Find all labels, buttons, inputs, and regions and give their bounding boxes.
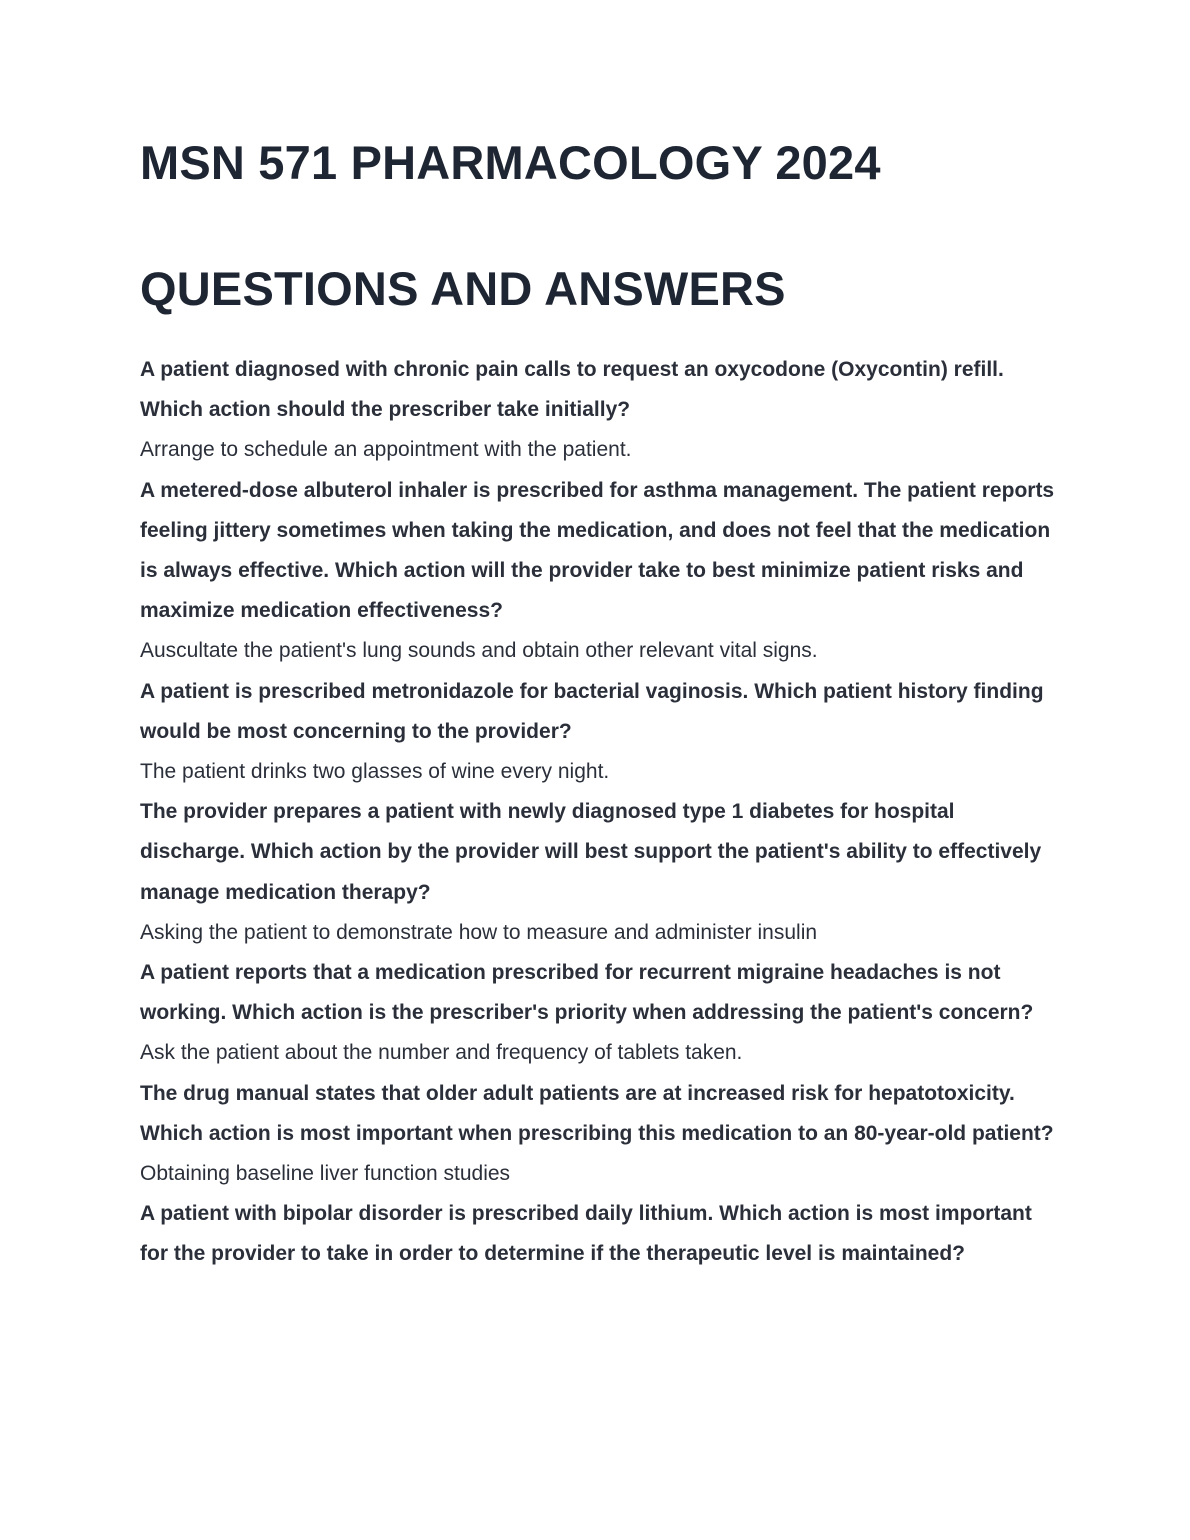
answer-2: Auscultate the patient's lung sounds and obtain other relevant vital signs. — [140, 639, 818, 663]
qa-list — [140, 350, 1060, 1275]
question-5: A patient reports that a medication prescribed for recurrent migraine headaches is not working. Which action is the prescriber's priority when addressing the patient's concern? — [140, 961, 1034, 1025]
question-2: A metered-dose albuterol inhaler is prescribed for asthma management. The patient reports feeling jittery sometimes when taking the medication, and does not feel that the medication is always effective. Which action will the provider take to best minimize patient risks and maximize medication effectiveness? — [140, 478, 1055, 623]
document-title-line-2: QUESTIONS AND ANSWERS — [140, 262, 786, 315]
question-1: A patient diagnosed with chronic pain calls to request an oxycodone (Oxycontin) refill. Which action should the prescriber take initially? — [140, 358, 1004, 422]
question-7: A patient with bipolar disorder is prescribed daily lithium. Which action is most important for the provider to take in order to determine if the therapeutic level is maintained? — [140, 1202, 1032, 1266]
answer-5: Ask the patient about the number and frequency of tablets taken. — [140, 1041, 743, 1065]
document-page — [140, 132, 1060, 1275]
answer-3: The patient drinks two glasses of wine every night. — [140, 760, 610, 784]
question-6: The drug manual states that older adult patients are at increased risk for hepatotoxicity. Which action is most important when prescribing this medication to an 80-year-old patient? — [140, 1081, 1054, 1145]
question-3: A patient is prescribed metronidazole for bacterial vaginosis. Which patient history finding would be most concerning to the provider? — [140, 679, 1044, 743]
document-title-line-1: MSN 571 PHARMACOLOGY 2024 — [140, 136, 881, 189]
question-4: The provider prepares a patient with newly diagnosed type 1 diabetes for hospital discharge. Which action by the provider will best support the patient's ability to effectively manage medication therapy? — [140, 800, 1042, 904]
answer-1: Arrange to schedule an appointment with the patient. — [140, 438, 632, 462]
answer-6: Obtaining baseline liver function studies — [140, 1162, 511, 1186]
answer-4: Asking the patient to demonstrate how to measure and administer insulin — [140, 920, 818, 944]
